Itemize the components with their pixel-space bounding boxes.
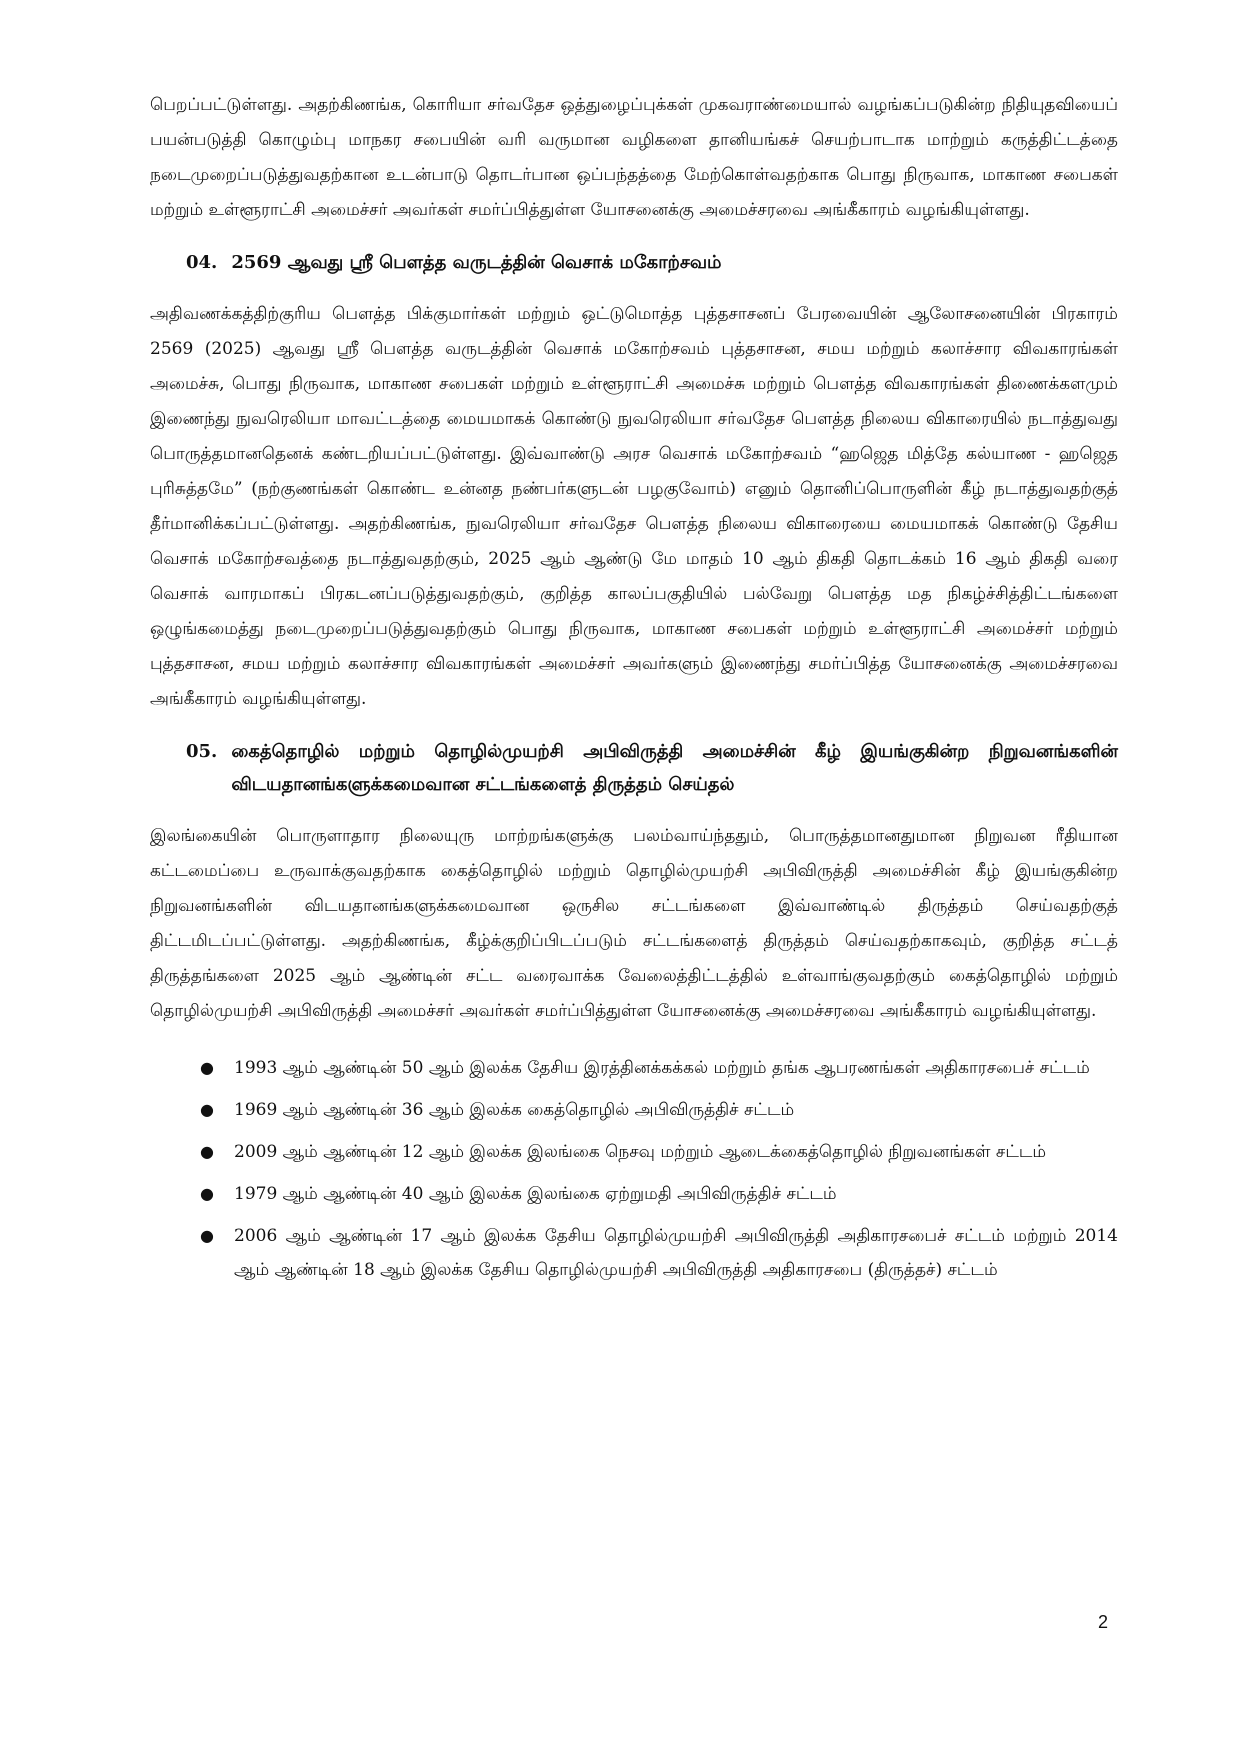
- page-number: 2: [1097, 1612, 1108, 1632]
- paragraph-cabinet-decision-3-end: பெறப்பட்டுள்ளது. அதற்கிணங்க, கொரியா சர்வதேச ஒத்துழைப்புக்கள் முகவராண்மையால் வழங்கப்படுகின்ற நிதியுதவியைப் பயன்படுத்தி கொழும்பு மாநகர சபையின் வரி வருமான வழிகளை தானியங்கச் செயற்பாடாக மாற்றும் கருத்திட்டத்தை நடைமுறைப்படுத்துவதற்கான உடன்பாடு தொடர்பான ஒப்பந்தத்தை மேற்கொள்வதற்காக பொது நிருவாக, மாகாண சபைகள் மற்றும் உள்ளூராட்சி அமைச்சர் அவர்கள் சமர்ப்பித்துள்ள யோசனைக்கு அமைச்சரவை அங்கீகாரம் வழங்கியுள்ளது.: [150, 95, 1118, 220]
- bullet-icon: ●: [200, 1142, 214, 1161]
- document-page: [150, 88, 1118, 1295]
- bullet-icon: ●: [200, 1226, 214, 1245]
- list-item: [150, 1219, 1118, 1287]
- list-item: [150, 1177, 1118, 1211]
- list-item: [150, 1051, 1118, 1085]
- bullet-icon: ●: [200, 1184, 214, 1203]
- section-heading-04: [186, 246, 1118, 279]
- section-heading-05: [186, 735, 1118, 801]
- list-item: [150, 1093, 1118, 1127]
- paragraph-industry-acts: இலங்கையின் பொருளாதார நிலையுரு மாற்றங்களுக்கு பலம்வாய்ந்ததும், பொருத்தமானதுமான நிறுவன ரீதியான கட்டமைப்பை உருவாக்குவதற்காக கைத்தொழில் மற்றும் தொழில்முயற்சி அபிவிருத்தி அமைச்சின் கீழ் இயங்குகின்ற நிறுவனங்களின் விடயதானங்களுக்கமைவான ஒருசில சட்டங்களை இவ்வாண்டில் திருத்தம் செய்வதற்குத் திட்டமிடப்பட்டுள்ளது. அதற்கிணங்க, கீழ்க்குறிப்பிடப்படும் சட்டங்களைத் திருத்தம் செய்வதற்காகவும், குறித்த சட்டத் திருத்தங்களை 2025 ஆம் ஆண்டின் சட்ட வரைவாக்க வேலைத்திட்டத்தில் உள்வாங்குவதற்கும் கைத்தொழில் மற்றும் தொழில்முயற்சி அபிவிருத்தி அமைச்சர் அவர்கள் சமர்ப்பித்துள்ள யோசனைக்கு அமைச்சரவை அங்கீகாரம் வழங்கியுள்ளது.: [150, 826, 1118, 1021]
- paragraph-vesak-festival: அதிவணக்கத்திற்குரிய பௌத்த பிக்குமார்கள் மற்றும் ஒட்டுமொத்த புத்தசாசனப் பேரவையின் ஆலோசனையின் பிரகாரம் 2569 (2025) ஆவது ஸ்ரீ பௌத்த வருடத்தின் வெசாக் மகோற்சவம் புத்தசாசன, சமய மற்றும் கலாச்சார விவகாரங்கள் அமைச்சு, பொது நிருவாக, மாகாண சபைகள் மற்றும் உள்ளூராட்சி அமைச்சு மற்றும் பௌத்த விவகாரங்கள் திணைக்களமும் இணைந்து நுவரெலியா மாவட்டத்தை மையமாகக் கொண்டு நுவரெலியா சர்வதேச பௌத்த நிலைய விகாரையில் நடாத்துவது பொருத்தமானதெனக் கண்டறியப்பட்டுள்ளது. இவ்வாண்டு அரச வெசாக் மகோற்சவம் “ஹஜெத மித்தே கல்யாண - ஹஜெத புரிசுத்தமே” (நற்குணங்கள் கொண்ட உன்னத நண்பர்களுடன் பழகுவோம்) எனும் தொனிப்பொருளின் கீழ் நடாத்துவதற்குத் தீர்மானிக்கப்பட்டுள்ளது. அதற்கிணங்க, நுவரெலியா சர்வதேச பௌத்த நிலைய விகாரையை மையமாகக் கொண்டு தேசிய வெசாக் மகோற்சவத்தை நடாத்துவதற்கும், 2025 ஆம் ஆண்டு மே மாதம் 10 ஆம் திகதி தொடக்கம் 16 ஆம் திகதி வரை வெசாக் வாரமாகப் பிரகடனப்படுத்துவதற்கும், குறித்த காலப்பகுதியில் பல்வேறு பௌத்த மத நிகழ்ச்சித்திட்டங்களை ஒழுங்கமைத்து நடைமுறைப்படுத்துவதற்கும் பொது நிருவாக, மாகாண சபைகள் மற்றும் உள்ளூராட்சி அமைச்சர் மற்றும் புத்தசாசன, சமய மற்றும் கலாச்சார விவகாரங்கள் அமைச்சர் அவர்களும் இணைந்து சமர்ப்பித்த யோசனைக்கு அமைச்சரவை அங்கீகாரம் வழங்கியுள்ளது.: [150, 304, 1118, 709]
- acts-list: [150, 1051, 1118, 1287]
- bullet-icon: ●: [200, 1100, 214, 1119]
- list-item-text: 1993 ஆம் ஆண்டின் 50 ஆம் இலக்க தேசிய இரத்தினக்கக்கல் மற்றும் தங்க ஆபரணங்கள் அதிகாரசபைச் சட்டம்: [234, 1058, 1090, 1078]
- list-item-text: 2009 ஆம் ஆண்டின் 12 ஆம் இலக்க இலங்கை நெசவு மற்றும் ஆடைக்கைத்தொழில் நிறுவனங்கள் சட்டம்: [234, 1142, 1047, 1162]
- section-title: கைத்தொழில் மற்றும் தொழில்முயற்சி அபிவிருத்தி அமைச்சின் கீழ் இயங்குகின்ற நிறுவனங்களின் விடயதானங்களுக்கமைவான சட்டங்களைத் திருத்தம் செய்தல்: [231, 741, 1118, 795]
- list-item-text: 1969 ஆம் ஆண்டின் 36 ஆம் இலக்க கைத்தொழில் அபிவிருத்திச் சட்டம்: [234, 1100, 795, 1120]
- section-number: 04.: [186, 252, 218, 273]
- section-title: 2569 ஆவது ஸ்ரீ பௌத்த வருடத்தின் வெசாக் மகோற்சவம்: [231, 252, 722, 273]
- section-number: 05.: [186, 741, 218, 762]
- bullet-icon: ●: [200, 1058, 214, 1077]
- list-item-text: 2006 ஆம் ஆண்டின் 17 ஆம் இலக்க தேசிய தொழில்முயற்சி அபிவிருத்தி அதிகாரசபைச் சட்டம் மற்றும் 2014 ஆம் ஆண்டின் 18 ஆம் இலக்க தேசிய தொழில்முயற்சி அபிவிருத்தி அதிகாரசபை (திருத்தச்) சட்டம்: [234, 1226, 1118, 1280]
- list-item: [150, 1135, 1118, 1169]
- list-item-text: 1979 ஆம் ஆண்டின் 40 ஆம் இலக்க இலங்கை ஏற்றுமதி அபிவிருத்திச் சட்டம்: [234, 1184, 837, 1204]
